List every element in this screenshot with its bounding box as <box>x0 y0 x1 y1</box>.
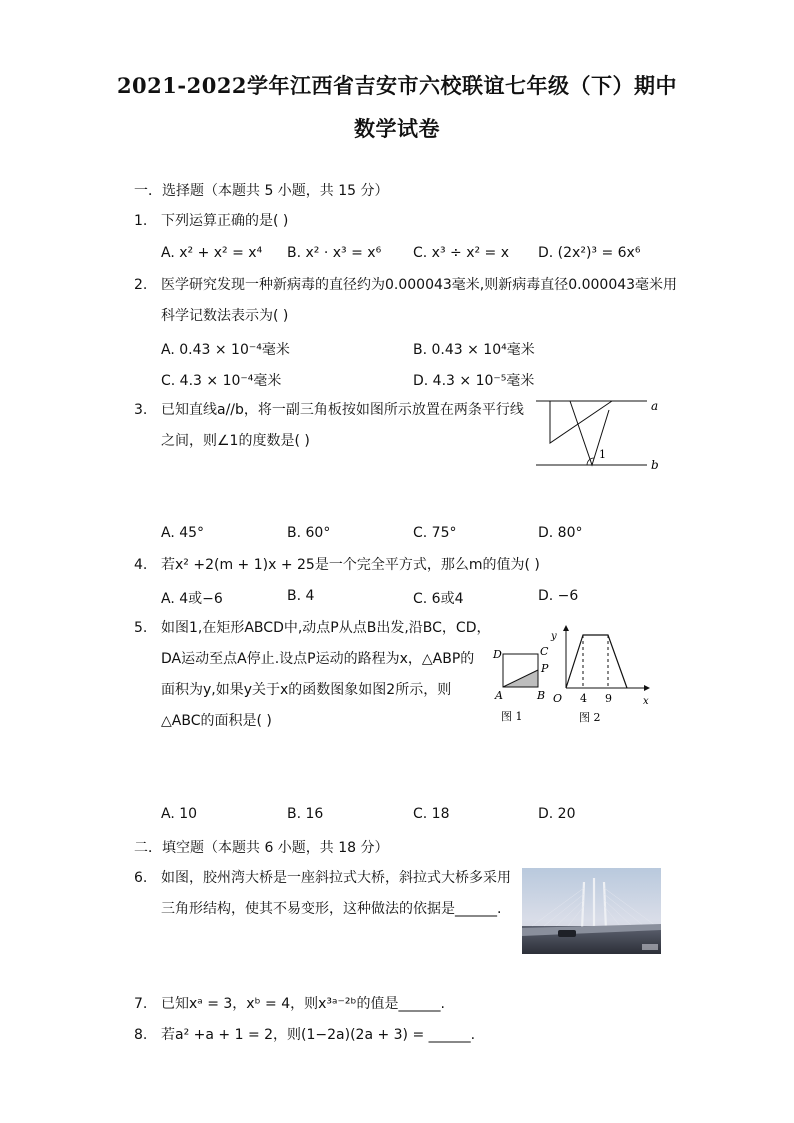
label-b: b <box>651 458 659 472</box>
q6-stem-line2: 三角形结构，使其不易变形，这种做法的依据是______. <box>161 901 502 917</box>
q2-number: 2. <box>134 277 148 293</box>
fig2-caption: 图 2 <box>579 711 601 724</box>
tick-9: 9 <box>605 692 612 705</box>
q5-option-d: D. 20 <box>538 806 576 822</box>
y-axis-arrow <box>563 625 569 631</box>
q3-stem-line1: 已知直线a//b，将一副三角板按如图所示放置在两条平行线 <box>161 402 524 418</box>
q3-number: 3. <box>134 402 148 418</box>
q5-option-c: C. 18 <box>413 806 450 822</box>
q2-stem-line1: 医学研究发现一种新病毒的直径约为0.000043毫米,则新病毒直径0.000043毫米用 <box>161 277 678 293</box>
q2-option-a: A. 0.43 × 10⁻⁴毫米 <box>161 342 290 358</box>
q1-option-d: D. (2x²)³ = 6x⁶ <box>538 245 641 261</box>
q3-option-c: C. 75° <box>413 525 457 541</box>
q2-option-c: C. 4.3 × 10⁻⁴毫米 <box>161 373 282 389</box>
q3-parallel-lines-figure <box>530 394 665 476</box>
q4-option-b: B. 4 <box>287 588 315 604</box>
q1-option-b: B. x² · x³ = x⁶ <box>287 245 382 261</box>
q5-stem-line2: DA运动至点A停止.设点P运动的路程为x，△ABP的 <box>161 651 475 667</box>
label-y: y <box>551 631 557 642</box>
triangle-board-1 <box>550 401 612 443</box>
label-c: C <box>540 645 549 658</box>
label-b: B <box>537 689 546 702</box>
q3-option-a: A. 45° <box>161 525 205 541</box>
q7-stem: 已知xᵃ = 3，xᵇ = 4，则x³ᵃ⁻²ᵇ的值是______. <box>161 996 445 1012</box>
q5-option-a: A. 10 <box>161 806 198 822</box>
q6-number: 6. <box>134 870 148 886</box>
q6-stem-line1: 如图，胶州湾大桥是一座斜拉式大桥，斜拉式大桥多采用 <box>161 870 511 886</box>
label-d: D <box>493 648 502 661</box>
q4-option-c: C. 6或4 <box>413 591 464 607</box>
label-x: x <box>643 696 649 707</box>
label-angle-1: 1 <box>599 448 606 461</box>
label-a: a <box>651 399 659 413</box>
q5-number: 5. <box>134 620 148 636</box>
fig1-caption: 图 1 <box>501 710 523 723</box>
q4-number: 4. <box>134 557 148 573</box>
label-a: A <box>495 689 503 702</box>
q5-stem-line3: 面积为y,如果y关于x的函数图象如图2所示，则 <box>161 682 452 698</box>
q5-stem-line4: △ABC的面积是( ) <box>161 713 272 729</box>
q5-option-b: B. 16 <box>287 806 324 822</box>
label-p: P <box>541 662 549 675</box>
paper-title-line2: 数学试卷 <box>354 116 440 141</box>
q3-option-d: D. 80° <box>538 525 583 541</box>
q8-stem: 若a² +a + 1 = 2，则(1−2a)(2a + 3) = ______. <box>161 1027 476 1043</box>
section1-heading: 一．选择题（本题共 5 小题，共 15 分） <box>134 183 389 199</box>
q2-stem-line2: 科学记数法表示为( ) <box>161 308 289 324</box>
tick-4: 4 <box>580 692 587 705</box>
q8-number: 8. <box>134 1027 148 1043</box>
x-axis-arrow <box>644 685 650 691</box>
q1-stem: 下列运算正确的是( ) <box>161 213 289 229</box>
q2-option-d: D. 4.3 × 10⁻⁵毫米 <box>413 373 535 389</box>
label-origin: O <box>553 692 563 705</box>
q4-option-a: A. 4或−6 <box>161 591 223 607</box>
q5-figure2-graph <box>546 622 656 728</box>
bridge-photo <box>522 868 661 954</box>
q7-number: 7. <box>134 996 148 1012</box>
q3-option-b: B. 60° <box>287 525 331 541</box>
q2-option-b: B. 0.43 × 10⁴毫米 <box>413 342 535 358</box>
function-curve <box>566 635 627 688</box>
paper-title-line1: 2021-2022学年江西省吉安市六校联谊七年级（下）期中 <box>116 73 678 98</box>
q1-option-c: C. x³ ÷ x² = x <box>413 245 510 261</box>
q1-number: 1. <box>134 213 148 229</box>
section2-heading: 二．填空题（本题共 6 小题，共 18 分） <box>134 840 389 856</box>
q4-option-d: D. −6 <box>538 588 579 604</box>
q5-stem-line1: 如图1,在矩形ABCD中,动点P从点B出发,沿BC，CD， <box>161 620 491 636</box>
q4-stem: 若x² +2(m + 1)x + 25是一个完全平方式，那么m的值为( ) <box>161 557 540 573</box>
q1-option-a: A. x² + x² = x⁴ <box>161 245 263 261</box>
q3-stem-line2: 之间，则∠1的度数是( ) <box>161 433 310 449</box>
